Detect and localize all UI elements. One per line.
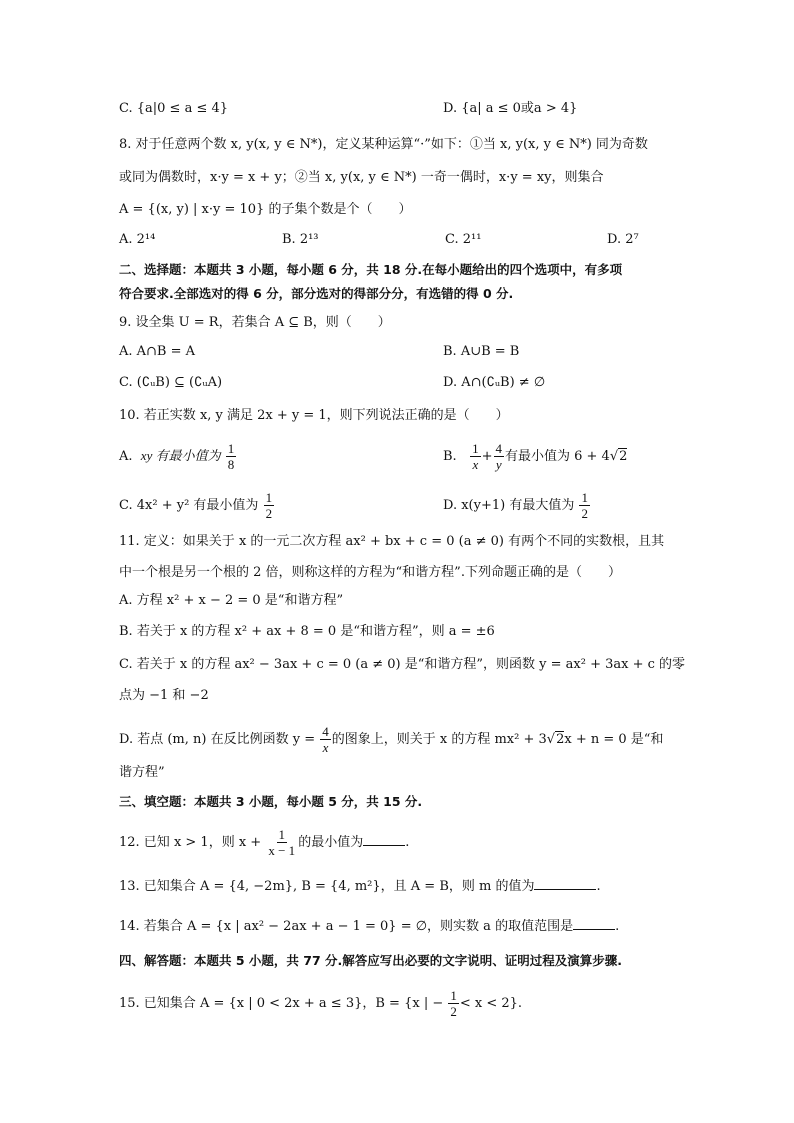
q15-text-2: < x < 2}. [459,996,523,1011]
q10-option-b-text: 有最小值为 6 + 4 [505,449,610,464]
q10-stem: 10. 若正实数 x, y 满足 2x + y = 1，则下列说法正确的是（ ） [119,408,509,423]
q8-stem-line3: A = {(x, y) | x·y = 10} 的子集个数是个（ ） [119,202,412,217]
q7-option-c: C. {a|0 ≤ a ≤ 4} [119,101,229,116]
q8-stem-line1: 8. 对于任意两个数 x, y(x, y ∈ N*)，定义某种运算“·”如下：①当 x, y(x, y ∈ N*) 同为奇数 [119,137,648,152]
fraction-numerator: 1 [472,441,479,456]
q10-option-d-text: D. x(y+1) 有最大值为 [443,498,575,513]
q11-option-d-fraction [320,724,331,755]
q9-stem: 9. 设全集 U = R，若集合 A ⊆ B，则（ ） [119,315,391,330]
fraction-numerator: 4 [495,441,502,456]
fraction-numerator: 4 [322,724,329,739]
fraction-denominator: 2 [450,1004,457,1019]
section-3-heading: 三、填空题：本题共 3 小题，每小题 5 分，共 15 分. [119,794,423,809]
q10-option-a-label: A. [119,449,133,464]
q14-text: 14. 若集合 A = {x | ax² − 2ax + a − 1 = 0} = ∅，则实数 a 的取值范围是 [119,919,574,934]
q12-end: . [405,835,410,850]
q10-option-c [119,490,275,521]
sqrt-sign: √ [609,449,619,464]
fraction-denominator: 8 [227,457,235,472]
q10-option-c-text: C. 4x² + y² 有最小值为 [119,498,259,513]
fraction-numerator: 1 [227,441,235,456]
q10-option-b-fraction-2 [494,441,505,472]
q8-option-c: C. 2¹¹ [445,232,482,247]
fraction-numerator: 1 [581,490,588,505]
fraction-numerator: 1 [278,827,286,842]
q13-text: 13. 已知集合 A = {4, −2m}, B = {4, m²}，且 A = B，则 m 的值为 [119,879,535,894]
q11-option-d-line1 [119,724,663,755]
q11-option-d-text: D. 若点 (m, n) 在反比例函数 y = [119,732,316,747]
q15-fraction [448,988,459,1019]
q11-option-c-line2: 点为 −1 和 −2 [119,688,209,703]
sqrt-radicand: 2 [556,732,565,747]
fraction-denominator: 2 [265,506,273,521]
q15-text: 15. 已知集合 A = {x | 0 < 2x + a ≤ 3}，B = {x | − [119,996,444,1011]
q7-option-d: D. {a| a ≤ 0或a > 4} [443,101,578,116]
q11-stem-line2: 中一个根是另一个根的 2 倍，则称这样的方程为“和谐方程”.下列命题正确的是（ ） [119,565,621,580]
q12-text: 12. 已知 x > 1，则 x + [119,835,262,850]
section-2-heading-line2: 符合要求.全部选对的得 6 分，部分选对的得部分分，有选错的得 0 分. [119,286,514,301]
q15-stem [119,988,522,1019]
sqrt-radicand: 2 [619,449,628,464]
fraction-denominator: 2 [581,506,588,521]
section-2-heading-line1: 二、选择题：本题共 3 小题，每小题 6 分，共 18 分.在每小题给出的四个选项中，有多项 [119,262,623,277]
q10-option-b-label: B. [443,449,457,464]
q9-option-c: C. (∁ᵤB) ⊆ (∁ᵤA) [119,375,223,390]
q13-stem [119,877,601,895]
q14-end: . [615,919,620,934]
q11-option-a: A. 方程 x² + x − 2 = 0 是“和谐方程” [119,593,344,608]
q8-option-d: D. 2⁷ [607,232,639,247]
q8-option-a: A. 2¹⁴ [119,232,156,247]
q11-option-d-text-3: x + n = 0 是“和 [564,732,664,747]
q9-option-b: B. A∪B = B [443,344,520,359]
q12-fraction [266,827,297,858]
fraction-denominator: x [472,457,479,472]
q10-option-c-fraction [264,490,275,521]
q10-option-b: B. $\frac{1}{x}$ + $\frac{4}{y}$ 有最小值为 6 + 4√2 [443,441,628,472]
section-4-heading: 四、解答题：本题共 5 小题，共 77 分.解答应写出必要的文字说明、证明过程及演算步骤. [119,953,622,968]
sqrt-sign: √ [546,732,556,747]
q8-stem-line2: 或同为偶数时，x·y = x + y；②当 x, y(x, y ∈ N*) 一奇一偶时，x·y = xy，则集合 [119,170,604,185]
q14-stem [119,917,619,935]
answer-blank [573,917,615,930]
q11-option-c-line1: C. 若关于 x 的方程 ax² − 3ax + c = 0 (a ≠ 0) 是“和谐方程”，则函数 y = ax² + 3ax + c 的零 [119,657,686,672]
q10-option-d [443,490,591,521]
fraction-denominator: x − 1 [268,843,296,858]
q9-option-d: D. A∩(∁ᵤB) ≠ ∅ [443,375,546,390]
q10-option-b-fraction-1 [470,441,481,472]
q12-stem [119,827,409,858]
q10-option-d-fraction [579,490,590,521]
q11-option-b: B. 若关于 x 的方程 x² + ax + 8 = 0 是“和谐方程”，则 a = ±6 [119,624,495,639]
q10-option-a [119,441,237,472]
q9-option-a: A. A∩B = A [119,344,196,359]
q10-option-a-text: xy 有最小值为 [140,448,221,463]
q11-option-d-text-2: 的图象上，则关于 x 的方程 mx² + 3 [331,732,547,747]
q13-end: . [596,879,601,894]
fraction-denominator: x [322,740,329,755]
q10-option-a-fraction [226,441,237,472]
q8-option-b: B. 2¹³ [282,232,319,247]
q11-option-d-line2: 谐方程” [119,765,165,780]
fraction-numerator: 1 [450,988,457,1003]
fraction-numerator: 1 [265,490,273,505]
answer-blank [363,833,405,846]
q11-stem-line1: 11. 定义：如果关于 x 的一元二次方程 ax² + bx + c = 0 (a ≠ 0) 有两个不同的实数根，且其 [119,534,665,549]
answer-blank [534,877,596,890]
fraction-denominator: y [495,457,502,472]
q12-text-2: 的最小值为 [298,835,364,850]
